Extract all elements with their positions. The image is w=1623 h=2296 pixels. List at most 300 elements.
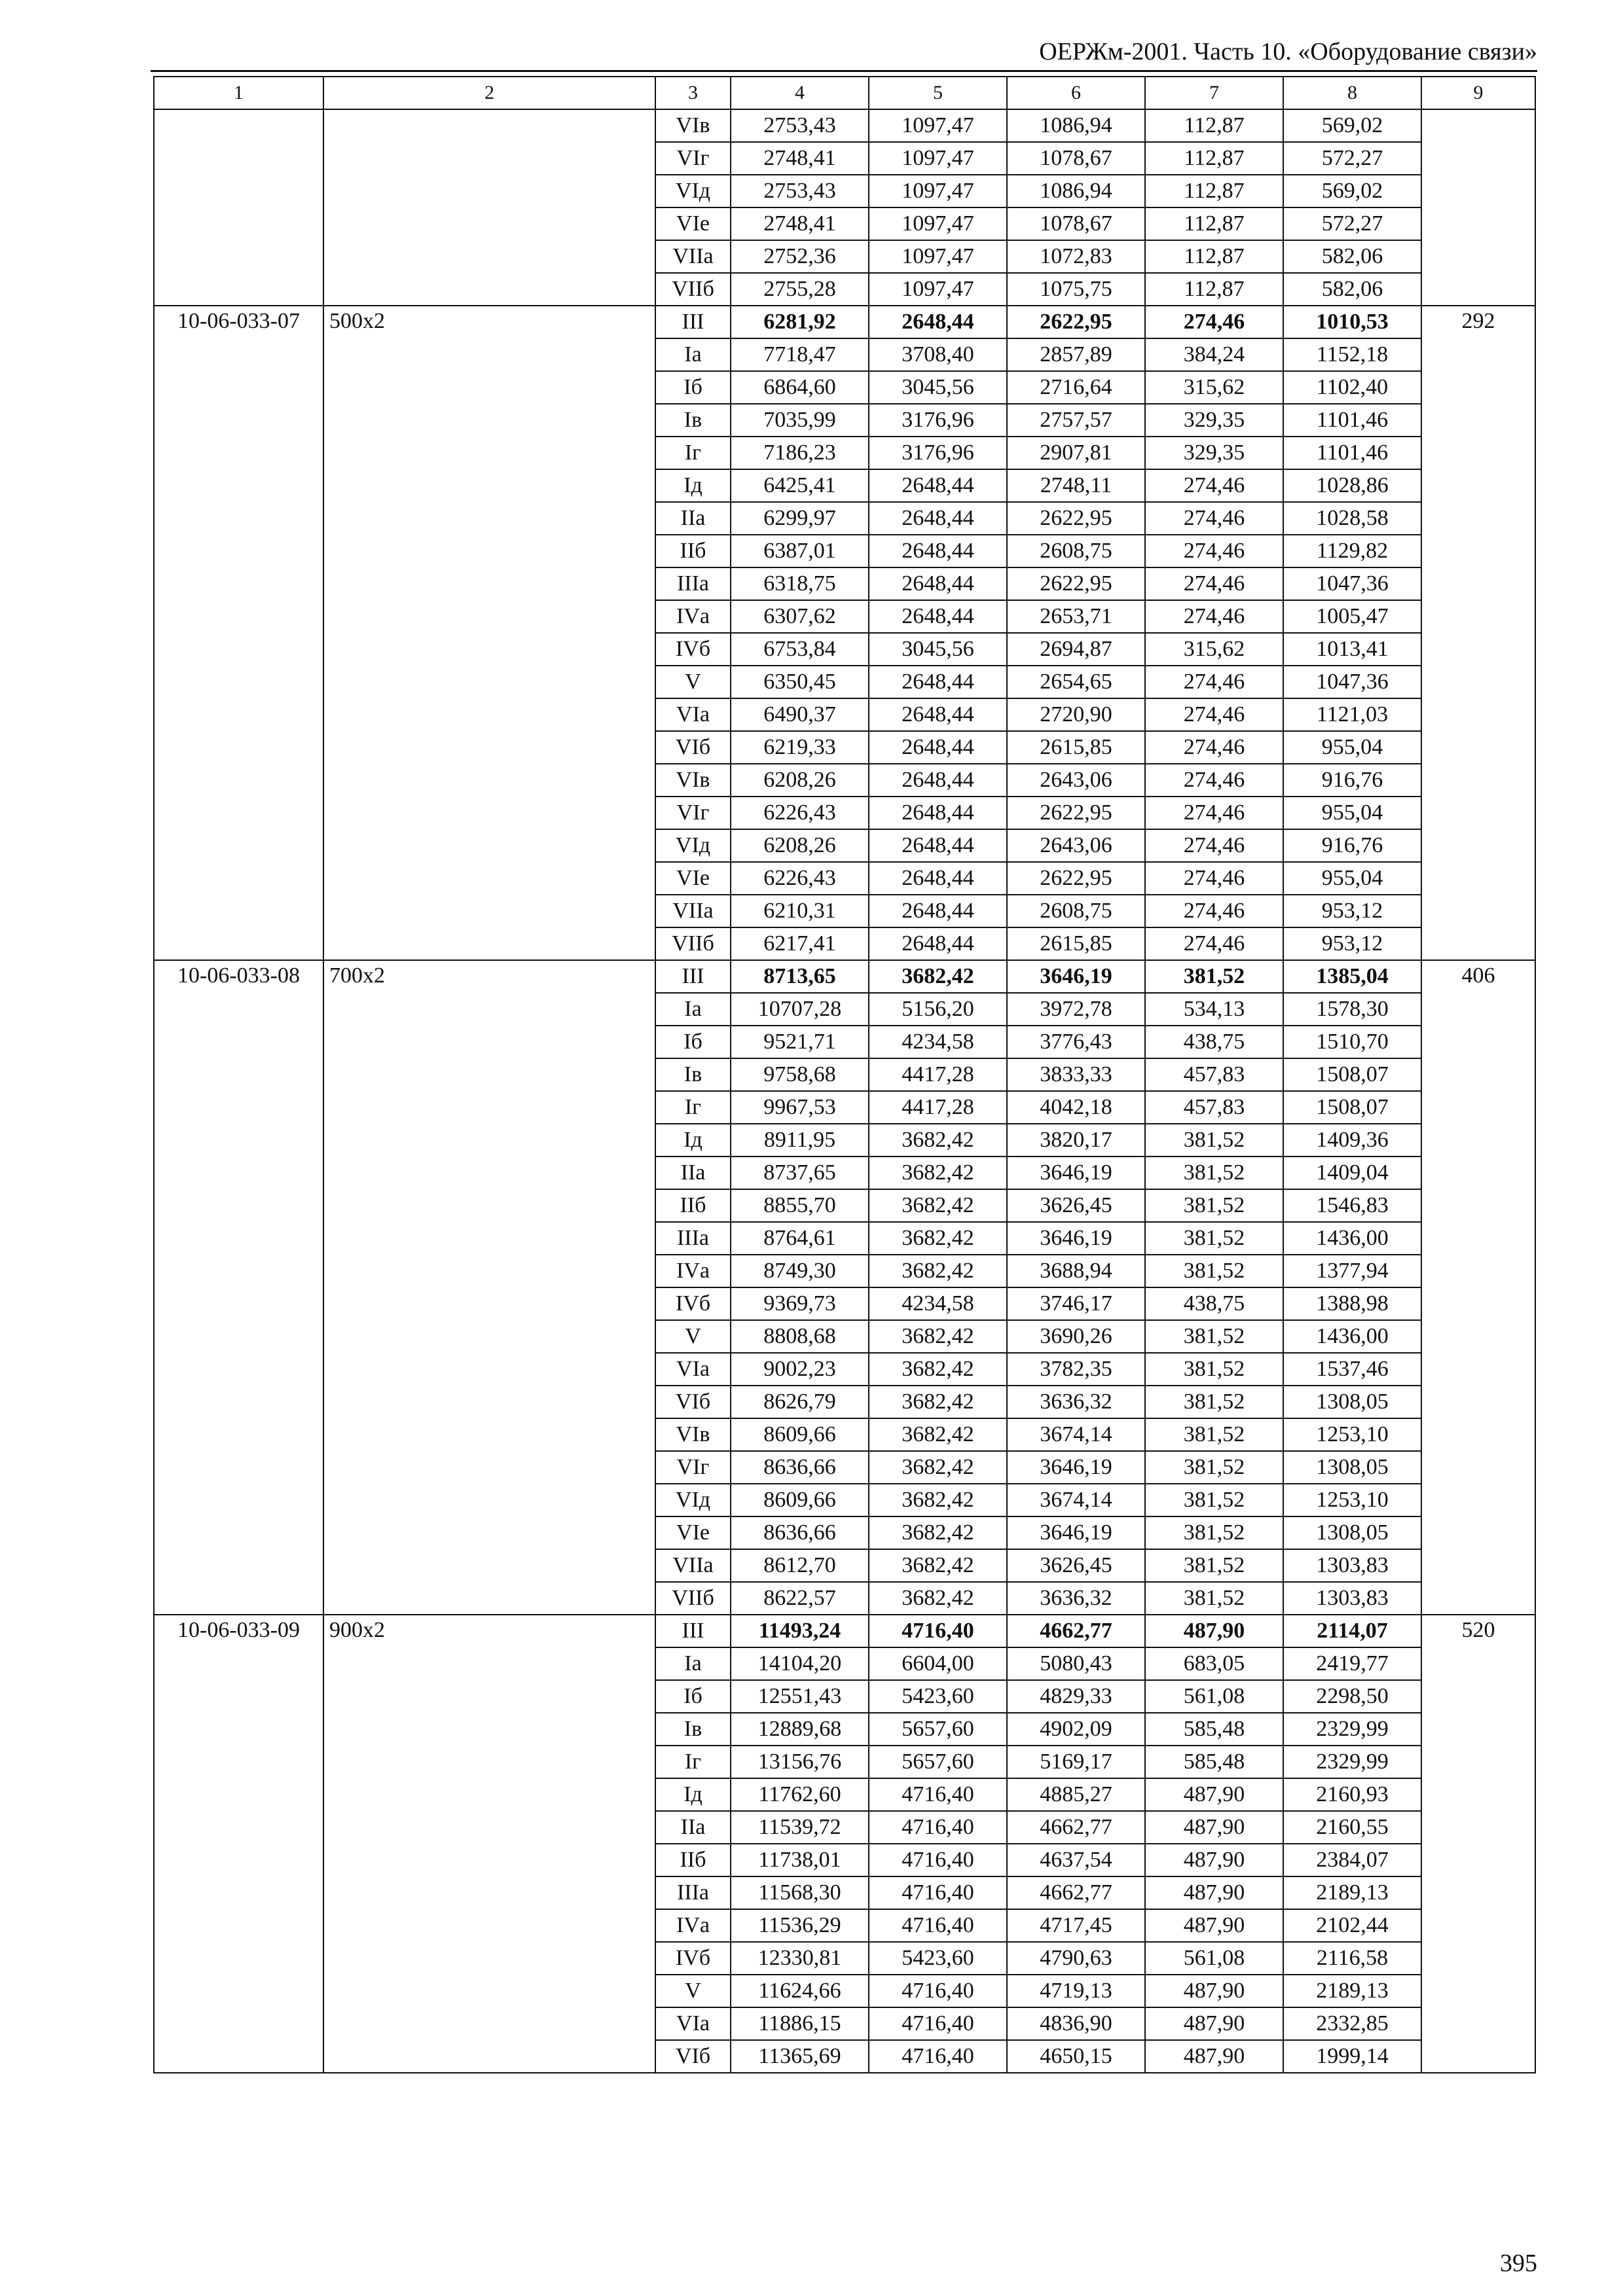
- total-cell: 9967,53: [731, 1091, 869, 1124]
- operators-cell: 381,52: [1145, 1582, 1283, 1615]
- zone-cell: VIIа: [655, 240, 731, 273]
- machines-cell: 3646,19: [1007, 1157, 1145, 1189]
- zone-cell: IVб: [655, 1287, 731, 1320]
- zone-cell: VIв: [655, 1418, 731, 1451]
- operators-cell: 487,90: [1145, 1909, 1283, 1942]
- materials-cell: 1028,58: [1283, 502, 1421, 535]
- machines-cell: 3674,14: [1007, 1484, 1145, 1516]
- column-number: 2: [323, 77, 655, 109]
- labor-cell: 4716,40: [869, 1615, 1007, 1647]
- zone-cell: IIа: [655, 1157, 731, 1189]
- materials-cell: 1409,04: [1283, 1157, 1421, 1189]
- machines-cell: 3646,19: [1007, 1516, 1145, 1549]
- total-cell: 12551,43: [731, 1680, 869, 1713]
- zone-cell: IVб: [655, 633, 731, 666]
- zone-cell: IVа: [655, 1255, 731, 1287]
- operators-cell: 487,90: [1145, 1778, 1283, 1811]
- materials-cell: 1510,70: [1283, 1026, 1421, 1058]
- total-cell: 12330,81: [731, 1942, 869, 1975]
- zone-cell: VIе: [655, 862, 731, 895]
- total-cell: 9521,71: [731, 1026, 869, 1058]
- labor-cell: 2648,44: [869, 797, 1007, 829]
- total-cell: 2755,28: [731, 273, 869, 306]
- total-cell: 12889,68: [731, 1713, 869, 1746]
- materials-cell: 1537,46: [1283, 1353, 1421, 1386]
- operators-cell: 487,90: [1145, 1615, 1283, 1647]
- machines-cell: 2654,65: [1007, 666, 1145, 698]
- zone-cell: V: [655, 1320, 731, 1353]
- materials-cell: 2189,13: [1283, 1975, 1421, 2007]
- total-cell: 8808,68: [731, 1320, 869, 1353]
- zone-cell: VIIб: [655, 1582, 731, 1615]
- labor-cell: 2648,44: [869, 567, 1007, 600]
- zone-cell: VIIб: [655, 273, 731, 306]
- labor-cell: 5657,60: [869, 1713, 1007, 1746]
- machines-cell: 1072,83: [1007, 240, 1145, 273]
- operators-cell: 381,52: [1145, 1157, 1283, 1189]
- zone-cell: IIб: [655, 1189, 731, 1222]
- zone-cell: Iг: [655, 437, 731, 469]
- labor-cell: 4716,40: [869, 1811, 1007, 1844]
- zone-cell: Iб: [655, 1026, 731, 1058]
- operators-cell: 585,48: [1145, 1713, 1283, 1746]
- zone-cell: IVб: [655, 1942, 731, 1975]
- materials-cell: 1308,05: [1283, 1451, 1421, 1484]
- total-cell: 8609,66: [731, 1418, 869, 1451]
- total-cell: 7035,99: [731, 404, 869, 437]
- zone-cell: VIг: [655, 1451, 731, 1484]
- operators-cell: 381,52: [1145, 1124, 1283, 1157]
- column-number-row: [154, 77, 1535, 109]
- labor-cell: 3682,42: [869, 1255, 1007, 1287]
- labor-cell: 1097,47: [869, 273, 1007, 306]
- machines-cell: 4662,77: [1007, 1615, 1145, 1647]
- labor-cell: 3682,42: [869, 1353, 1007, 1386]
- machines-cell: 2622,95: [1007, 797, 1145, 829]
- materials-cell: 1436,00: [1283, 1320, 1421, 1353]
- labor-cell: 4234,58: [869, 1287, 1007, 1320]
- operators-cell: 274,46: [1145, 927, 1283, 960]
- operators-cell: 381,52: [1145, 1451, 1283, 1484]
- total-cell: 6425,41: [731, 469, 869, 502]
- zone-cell: VIа: [655, 1353, 731, 1386]
- total-cell: 11738,01: [731, 1844, 869, 1876]
- zone-cell: Iв: [655, 1713, 731, 1746]
- labor-cell: 5156,20: [869, 993, 1007, 1026]
- operators-cell: 329,35: [1145, 404, 1283, 437]
- labor-cell: 4716,40: [869, 1909, 1007, 1942]
- count-cell: 520: [1421, 1615, 1535, 2073]
- operators-cell: 561,08: [1145, 1942, 1283, 1975]
- materials-cell: 2102,44: [1283, 1909, 1421, 1942]
- machines-cell: 2907,81: [1007, 437, 1145, 469]
- machines-cell: 4836,90: [1007, 2007, 1145, 2040]
- machines-cell: 4829,33: [1007, 1680, 1145, 1713]
- operators-cell: 381,52: [1145, 1516, 1283, 1549]
- labor-cell: 4417,28: [869, 1091, 1007, 1124]
- materials-cell: 1578,30: [1283, 993, 1421, 1026]
- machines-cell: 4650,15: [1007, 2040, 1145, 2073]
- labor-cell: 2648,44: [869, 927, 1007, 960]
- column-number: 1: [154, 77, 323, 109]
- labor-cell: 4716,40: [869, 2007, 1007, 2040]
- count-cell: 292: [1421, 306, 1535, 960]
- materials-cell: 1303,83: [1283, 1549, 1421, 1582]
- machines-cell: 3688,94: [1007, 1255, 1145, 1287]
- total-cell: 8622,57: [731, 1582, 869, 1615]
- machines-cell: 4637,54: [1007, 1844, 1145, 1876]
- labor-cell: 2648,44: [869, 862, 1007, 895]
- zone-cell: VIа: [655, 2007, 731, 2040]
- total-cell: 8855,70: [731, 1189, 869, 1222]
- total-cell: 8636,66: [731, 1516, 869, 1549]
- operators-cell: 274,46: [1145, 797, 1283, 829]
- operators-cell: 381,52: [1145, 1189, 1283, 1222]
- materials-cell: 1047,36: [1283, 666, 1421, 698]
- machines-cell: 3646,19: [1007, 1451, 1145, 1484]
- zone-cell: VIг: [655, 142, 731, 175]
- labor-cell: 2648,44: [869, 600, 1007, 633]
- labor-cell: 1097,47: [869, 142, 1007, 175]
- rate-code: [154, 109, 323, 306]
- table-row: [154, 960, 1535, 993]
- total-cell: 6217,41: [731, 927, 869, 960]
- materials-cell: 916,76: [1283, 764, 1421, 797]
- zone-cell: III: [655, 960, 731, 993]
- total-cell: 6490,37: [731, 698, 869, 731]
- operators-cell: 384,24: [1145, 338, 1283, 371]
- labor-cell: 5657,60: [869, 1746, 1007, 1778]
- operators-cell: 274,46: [1145, 764, 1283, 797]
- materials-cell: 572,27: [1283, 142, 1421, 175]
- column-number: 3: [655, 77, 731, 109]
- materials-cell: 1388,98: [1283, 1287, 1421, 1320]
- machines-cell: 4790,63: [1007, 1942, 1145, 1975]
- materials-cell: 2189,13: [1283, 1876, 1421, 1909]
- total-cell: 11539,72: [731, 1811, 869, 1844]
- machines-cell: 2622,95: [1007, 306, 1145, 338]
- operators-cell: 274,46: [1145, 567, 1283, 600]
- labor-cell: 1097,47: [869, 109, 1007, 142]
- total-cell: 6208,26: [731, 829, 869, 862]
- operators-cell: 112,87: [1145, 240, 1283, 273]
- labor-cell: 2648,44: [869, 535, 1007, 567]
- zone-cell: VIа: [655, 698, 731, 731]
- operators-cell: 487,90: [1145, 2007, 1283, 2040]
- operators-cell: 274,46: [1145, 502, 1283, 535]
- operators-cell: 274,46: [1145, 698, 1283, 731]
- materials-cell: 1303,83: [1283, 1582, 1421, 1615]
- zone-cell: IVа: [655, 1909, 731, 1942]
- materials-cell: 953,12: [1283, 927, 1421, 960]
- machines-cell: 3646,19: [1007, 1222, 1145, 1255]
- materials-cell: 569,02: [1283, 109, 1421, 142]
- operators-cell: 561,08: [1145, 1680, 1283, 1713]
- total-cell: 8636,66: [731, 1451, 869, 1484]
- machines-cell: 2720,90: [1007, 698, 1145, 731]
- labor-cell: 2648,44: [869, 764, 1007, 797]
- operators-cell: 112,87: [1145, 273, 1283, 306]
- labor-cell: 3682,42: [869, 1516, 1007, 1549]
- materials-cell: 1253,10: [1283, 1418, 1421, 1451]
- zone-cell: Iг: [655, 1746, 731, 1778]
- materials-cell: 916,76: [1283, 829, 1421, 862]
- total-cell: 6350,45: [731, 666, 869, 698]
- total-cell: 6208,26: [731, 764, 869, 797]
- total-cell: 8626,79: [731, 1386, 869, 1418]
- zone-cell: Iв: [655, 404, 731, 437]
- machines-cell: 4719,13: [1007, 1975, 1145, 2007]
- table-row: [154, 1615, 1535, 1647]
- total-cell: 9758,68: [731, 1058, 869, 1091]
- machines-cell: 2615,85: [1007, 927, 1145, 960]
- materials-cell: 1013,41: [1283, 633, 1421, 666]
- machines-cell: 2643,06: [1007, 764, 1145, 797]
- zone-cell: Iд: [655, 1124, 731, 1157]
- total-cell: 2752,36: [731, 240, 869, 273]
- operators-cell: 274,46: [1145, 600, 1283, 633]
- total-cell: 11886,15: [731, 2007, 869, 2040]
- machines-cell: 2608,75: [1007, 895, 1145, 927]
- materials-cell: 2116,58: [1283, 1942, 1421, 1975]
- rate-code: 10-06-033-08: [154, 960, 323, 1615]
- zone-cell: IIIа: [655, 567, 731, 600]
- machines-cell: 3636,32: [1007, 1582, 1145, 1615]
- operators-cell: 683,05: [1145, 1647, 1283, 1680]
- zone-cell: III: [655, 1615, 731, 1647]
- labor-cell: 2648,44: [869, 469, 1007, 502]
- machines-cell: 3776,43: [1007, 1026, 1145, 1058]
- operators-cell: 381,52: [1145, 960, 1283, 993]
- total-cell: 8764,61: [731, 1222, 869, 1255]
- column-number: 9: [1421, 77, 1535, 109]
- materials-cell: 1028,86: [1283, 469, 1421, 502]
- labor-cell: 5423,60: [869, 1680, 1007, 1713]
- operators-cell: 381,52: [1145, 1320, 1283, 1353]
- labor-cell: 2648,44: [869, 895, 1007, 927]
- total-cell: 11624,66: [731, 1975, 869, 2007]
- machines-cell: 3972,78: [1007, 993, 1145, 1026]
- zone-cell: Iд: [655, 1778, 731, 1811]
- zone-cell: III: [655, 306, 731, 338]
- total-cell: 6307,62: [731, 600, 869, 633]
- machines-cell: 1078,67: [1007, 142, 1145, 175]
- operators-cell: 274,46: [1145, 895, 1283, 927]
- rate-code: 10-06-033-09: [154, 1615, 323, 2073]
- labor-cell: 1097,47: [869, 240, 1007, 273]
- materials-cell: 1005,47: [1283, 600, 1421, 633]
- operators-cell: 274,46: [1145, 731, 1283, 764]
- materials-cell: 1010,53: [1283, 306, 1421, 338]
- machines-cell: 5169,17: [1007, 1746, 1145, 1778]
- materials-cell: 1546,83: [1283, 1189, 1421, 1222]
- labor-cell: 4716,40: [869, 1876, 1007, 1909]
- labor-cell: 3682,42: [869, 1157, 1007, 1189]
- machines-cell: 2608,75: [1007, 535, 1145, 567]
- total-cell: 14104,20: [731, 1647, 869, 1680]
- materials-cell: 1101,46: [1283, 404, 1421, 437]
- zone-cell: Iб: [655, 1680, 731, 1713]
- materials-cell: 1121,03: [1283, 698, 1421, 731]
- materials-cell: 1152,18: [1283, 338, 1421, 371]
- machines-cell: 3674,14: [1007, 1418, 1145, 1451]
- labor-cell: 1097,47: [869, 175, 1007, 207]
- labor-cell: 3682,42: [869, 1549, 1007, 1582]
- zone-cell: IIIа: [655, 1876, 731, 1909]
- zone-cell: Iа: [655, 338, 731, 371]
- operators-cell: 381,52: [1145, 1353, 1283, 1386]
- total-cell: 11365,69: [731, 2040, 869, 2073]
- total-cell: 6318,75: [731, 567, 869, 600]
- machines-cell: 4717,45: [1007, 1909, 1145, 1942]
- labor-cell: 2648,44: [869, 731, 1007, 764]
- machines-cell: 1086,94: [1007, 109, 1145, 142]
- materials-cell: 2114,07: [1283, 1615, 1421, 1647]
- machines-cell: 4885,27: [1007, 1778, 1145, 1811]
- page-number: 395: [1500, 2250, 1537, 2277]
- operators-cell: 381,52: [1145, 1549, 1283, 1582]
- operators-cell: 315,62: [1145, 371, 1283, 404]
- column-number: 7: [1145, 77, 1283, 109]
- total-cell: 9002,23: [731, 1353, 869, 1386]
- zone-cell: Iб: [655, 371, 731, 404]
- labor-cell: 4417,28: [869, 1058, 1007, 1091]
- materials-cell: 1102,40: [1283, 371, 1421, 404]
- machines-cell: 3626,45: [1007, 1189, 1145, 1222]
- total-cell: 7718,47: [731, 338, 869, 371]
- zone-cell: Iг: [655, 1091, 731, 1124]
- labor-cell: 3045,56: [869, 633, 1007, 666]
- labor-cell: 3176,96: [869, 404, 1007, 437]
- page-header: ОЕРЖм-2001. Часть 10. «Оборудование связи»: [1039, 38, 1537, 65]
- total-cell: 6226,43: [731, 862, 869, 895]
- column-number: 5: [869, 77, 1007, 109]
- zone-cell: VIд: [655, 175, 731, 207]
- labor-cell: 3682,42: [869, 1189, 1007, 1222]
- operators-cell: 274,46: [1145, 666, 1283, 698]
- zone-cell: VIIа: [655, 895, 731, 927]
- labor-cell: 3682,42: [869, 1582, 1007, 1615]
- header-rule: [151, 70, 1537, 72]
- total-cell: 11762,60: [731, 1778, 869, 1811]
- labor-cell: 3708,40: [869, 338, 1007, 371]
- materials-cell: 1047,36: [1283, 567, 1421, 600]
- materials-cell: 955,04: [1283, 731, 1421, 764]
- operators-cell: 457,83: [1145, 1091, 1283, 1124]
- zone-cell: IIб: [655, 1844, 731, 1876]
- labor-cell: 2648,44: [869, 666, 1007, 698]
- machines-cell: 3782,35: [1007, 1353, 1145, 1386]
- zone-cell: Iд: [655, 469, 731, 502]
- machines-cell: 3820,17: [1007, 1124, 1145, 1157]
- table-row: [154, 306, 1535, 338]
- materials-cell: 955,04: [1283, 862, 1421, 895]
- zone-cell: VIIа: [655, 1549, 731, 1582]
- total-cell: 8713,65: [731, 960, 869, 993]
- operators-cell: 274,46: [1145, 535, 1283, 567]
- price-table: [153, 76, 1536, 2073]
- total-cell: 8737,65: [731, 1157, 869, 1189]
- labor-cell: 2648,44: [869, 502, 1007, 535]
- zone-cell: V: [655, 1975, 731, 2007]
- labor-cell: 4716,40: [869, 2040, 1007, 2073]
- zone-cell: VIв: [655, 764, 731, 797]
- table-row: [154, 109, 1535, 142]
- machines-cell: 3690,26: [1007, 1320, 1145, 1353]
- diameter-cell: [323, 109, 655, 306]
- materials-cell: 582,06: [1283, 273, 1421, 306]
- operators-cell: 487,90: [1145, 1876, 1283, 1909]
- materials-cell: 1129,82: [1283, 535, 1421, 567]
- machines-cell: 3646,19: [1007, 960, 1145, 993]
- operators-cell: 381,52: [1145, 1418, 1283, 1451]
- total-cell: 9369,73: [731, 1287, 869, 1320]
- materials-cell: 1999,14: [1283, 2040, 1421, 2073]
- labor-cell: 4716,40: [869, 1975, 1007, 2007]
- total-cell: 10707,28: [731, 993, 869, 1026]
- materials-cell: 1508,07: [1283, 1091, 1421, 1124]
- diameter-cell: 900х2: [323, 1615, 655, 2073]
- machines-cell: 2694,87: [1007, 633, 1145, 666]
- operators-cell: 487,90: [1145, 1975, 1283, 2007]
- operators-cell: 438,75: [1145, 1026, 1283, 1058]
- rate-code: 10-06-033-07: [154, 306, 323, 960]
- labor-cell: 4716,40: [869, 1844, 1007, 1876]
- operators-cell: 112,87: [1145, 175, 1283, 207]
- materials-cell: 2298,50: [1283, 1680, 1421, 1713]
- materials-cell: 1508,07: [1283, 1058, 1421, 1091]
- zone-cell: VIIб: [655, 927, 731, 960]
- labor-cell: 3682,42: [869, 1451, 1007, 1484]
- total-cell: 8749,30: [731, 1255, 869, 1287]
- materials-cell: 2384,07: [1283, 1844, 1421, 1876]
- total-cell: 6299,97: [731, 502, 869, 535]
- total-cell: 7186,23: [731, 437, 869, 469]
- labor-cell: 4234,58: [869, 1026, 1007, 1058]
- zone-cell: VIд: [655, 1484, 731, 1516]
- materials-cell: 2419,77: [1283, 1647, 1421, 1680]
- total-cell: 6210,31: [731, 895, 869, 927]
- operators-cell: 381,52: [1145, 1386, 1283, 1418]
- machines-cell: 2615,85: [1007, 731, 1145, 764]
- labor-cell: 3682,42: [869, 1418, 1007, 1451]
- machines-cell: 4042,18: [1007, 1091, 1145, 1124]
- machines-cell: 3626,45: [1007, 1549, 1145, 1582]
- diameter-cell: 700х2: [323, 960, 655, 1615]
- machines-cell: 1086,94: [1007, 175, 1145, 207]
- materials-cell: 1409,36: [1283, 1124, 1421, 1157]
- machines-cell: 4662,77: [1007, 1876, 1145, 1909]
- machines-cell: 4662,77: [1007, 1811, 1145, 1844]
- labor-cell: 3682,42: [869, 1124, 1007, 1157]
- operators-cell: 274,46: [1145, 306, 1283, 338]
- diameter-cell: 500х2: [323, 306, 655, 960]
- operators-cell: 585,48: [1145, 1746, 1283, 1778]
- labor-cell: 3682,42: [869, 1320, 1007, 1353]
- zone-cell: Iа: [655, 993, 731, 1026]
- materials-cell: 2332,85: [1283, 2007, 1421, 2040]
- labor-cell: 2648,44: [869, 698, 1007, 731]
- machines-cell: 3746,17: [1007, 1287, 1145, 1320]
- total-cell: 2748,41: [731, 207, 869, 240]
- operators-cell: 112,87: [1145, 207, 1283, 240]
- zone-cell: Iа: [655, 1647, 731, 1680]
- operators-cell: 381,52: [1145, 1255, 1283, 1287]
- materials-cell: 2160,55: [1283, 1811, 1421, 1844]
- total-cell: 2748,41: [731, 142, 869, 175]
- machines-cell: 1075,75: [1007, 273, 1145, 306]
- machines-cell: 2748,11: [1007, 469, 1145, 502]
